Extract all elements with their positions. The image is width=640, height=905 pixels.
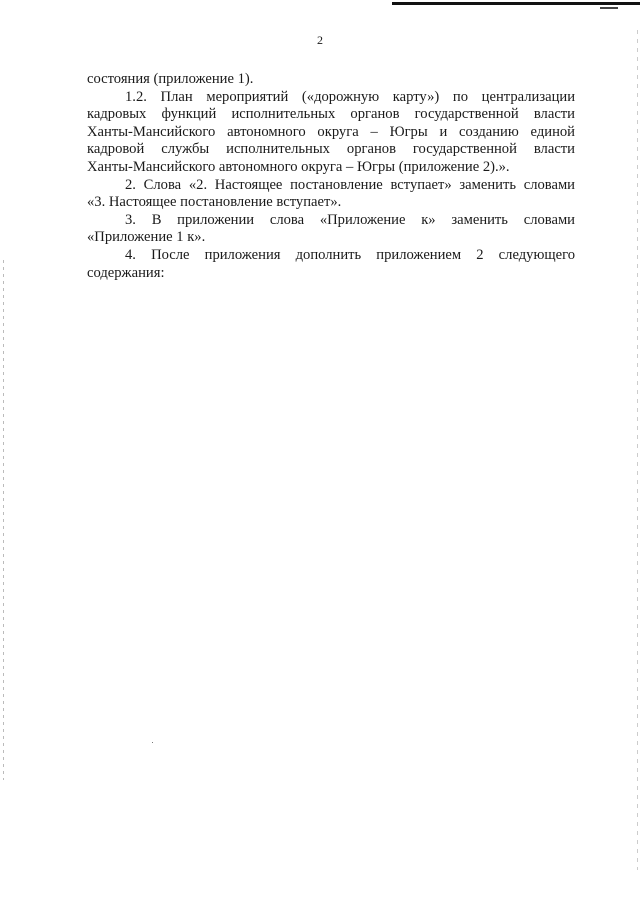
text-line: «3. Настоящее постановление вступает».	[87, 194, 342, 211]
scan-speck	[152, 742, 153, 743]
text-line: содержания:	[87, 264, 165, 281]
text-line: кадровых функций исполнительных органов государственной власти	[87, 106, 575, 123]
text-line: состояния (приложение 1).	[87, 71, 254, 87]
paragraph-item-4	[87, 247, 575, 282]
paragraph-continuation	[87, 71, 575, 89]
text-line: Ханты-Мансийского автономного округа – Югры (приложение 2).».	[87, 158, 510, 175]
paragraph-item-2	[87, 177, 575, 212]
text-line: 2. Слова «2. Настоящее постановление вступает» заменить словами	[125, 176, 575, 193]
text-line: 3. В приложении слова «Приложение к» заменить словами	[125, 211, 575, 228]
text-line: «Приложение 1 к».	[87, 229, 206, 246]
paragraph-item-3	[87, 212, 575, 247]
document-body	[87, 71, 575, 282]
text-line: 1.2. План мероприятий («дорожную карту») по централизации	[125, 88, 575, 105]
text-line: кадровой службы исполнительных органов государственной власти	[87, 141, 575, 158]
text-line: 4. После приложения дополнить приложением 2 следующего	[125, 246, 575, 263]
page-number: 2	[317, 33, 323, 47]
scan-artifact-right-edge	[637, 30, 638, 870]
scan-artifact-top-mark	[600, 7, 618, 9]
paragraph-item-1-2	[87, 89, 575, 177]
scan-artifact-top-edge	[392, 2, 640, 5]
text-line: Ханты-Мансийского автономного округа – Югры и созданию единой	[87, 123, 575, 140]
scan-artifact-left-edge	[3, 260, 4, 780]
